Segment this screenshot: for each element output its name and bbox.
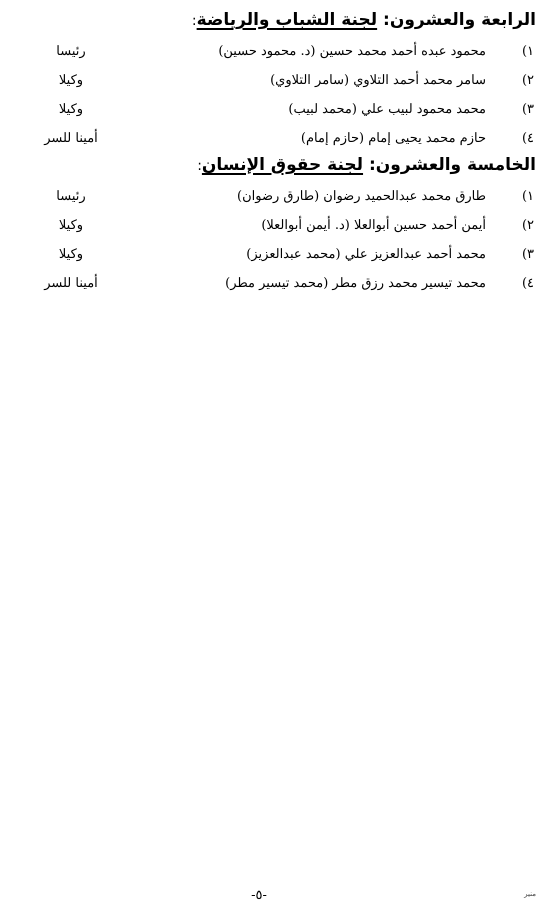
footer-mark: منير	[524, 890, 536, 898]
page-number: -٥-	[251, 888, 267, 903]
member-number: ٢)	[521, 73, 534, 88]
member-row	[16, 124, 536, 153]
member-row	[16, 182, 536, 211]
member-role: وكيلا	[58, 218, 84, 233]
member-name: سامر محمد أحمد التلاوي (سامر التلاوي)	[270, 73, 486, 88]
member-number: ٤)	[521, 131, 534, 146]
member-name: محمد محمود لبيب علي (محمد لبيب)	[288, 102, 486, 117]
member-role: رئيسا	[56, 44, 86, 59]
member-row	[16, 37, 536, 66]
member-row	[16, 95, 536, 124]
member-number: ٢)	[521, 218, 534, 233]
committee-section-human-rights	[16, 153, 536, 298]
member-name: أيمن أحمد حسين أبوالعلا (د. أيمن أبوالعلا)	[261, 218, 486, 233]
member-name: حازم محمد يحيى إمام (حازم إمام)	[300, 131, 486, 146]
committee-name: لجنة حقوق الإنسان	[201, 155, 364, 175]
member-row	[16, 269, 536, 298]
committee-section-youth-sports	[16, 8, 536, 153]
member-role: أمينا للسر	[44, 131, 98, 146]
heading-colon: :	[191, 13, 197, 29]
member-name: محمد أحمد عبدالعزيز علي (محمد عبدالعزيز)	[246, 247, 486, 262]
member-name: طارق محمد عبدالحميد رضوان (طارق رضوان)	[237, 189, 486, 204]
member-role: وكيلا	[58, 247, 84, 262]
member-row	[16, 211, 536, 240]
member-number: ٣)	[521, 247, 534, 262]
member-name: محمد تيسير محمد رزق مطر (محمد تيسير مطر)	[225, 276, 486, 291]
member-row	[16, 240, 536, 269]
section-heading	[16, 153, 536, 178]
member-role: رئيسا	[56, 189, 86, 204]
member-number: ١)	[521, 44, 534, 59]
member-number: ٤)	[521, 276, 534, 291]
section-heading	[16, 8, 536, 33]
member-number: ٣)	[521, 102, 534, 117]
member-role: وكيلا	[58, 102, 84, 117]
member-row	[16, 66, 536, 95]
section-ordinal: الرابعة والعشرون:	[383, 10, 536, 30]
member-role: أمينا للسر	[44, 276, 98, 291]
section-ordinal: الخامسة والعشرون:	[368, 155, 536, 175]
member-name: محمود عبده أحمد محمد حسين (د. محمود حسين)	[218, 44, 486, 59]
member-number: ١)	[521, 189, 534, 204]
committee-name: لجنة الشباب والرياضة	[196, 10, 378, 30]
heading-colon: :	[197, 158, 202, 174]
member-role: وكيلا	[58, 73, 84, 88]
